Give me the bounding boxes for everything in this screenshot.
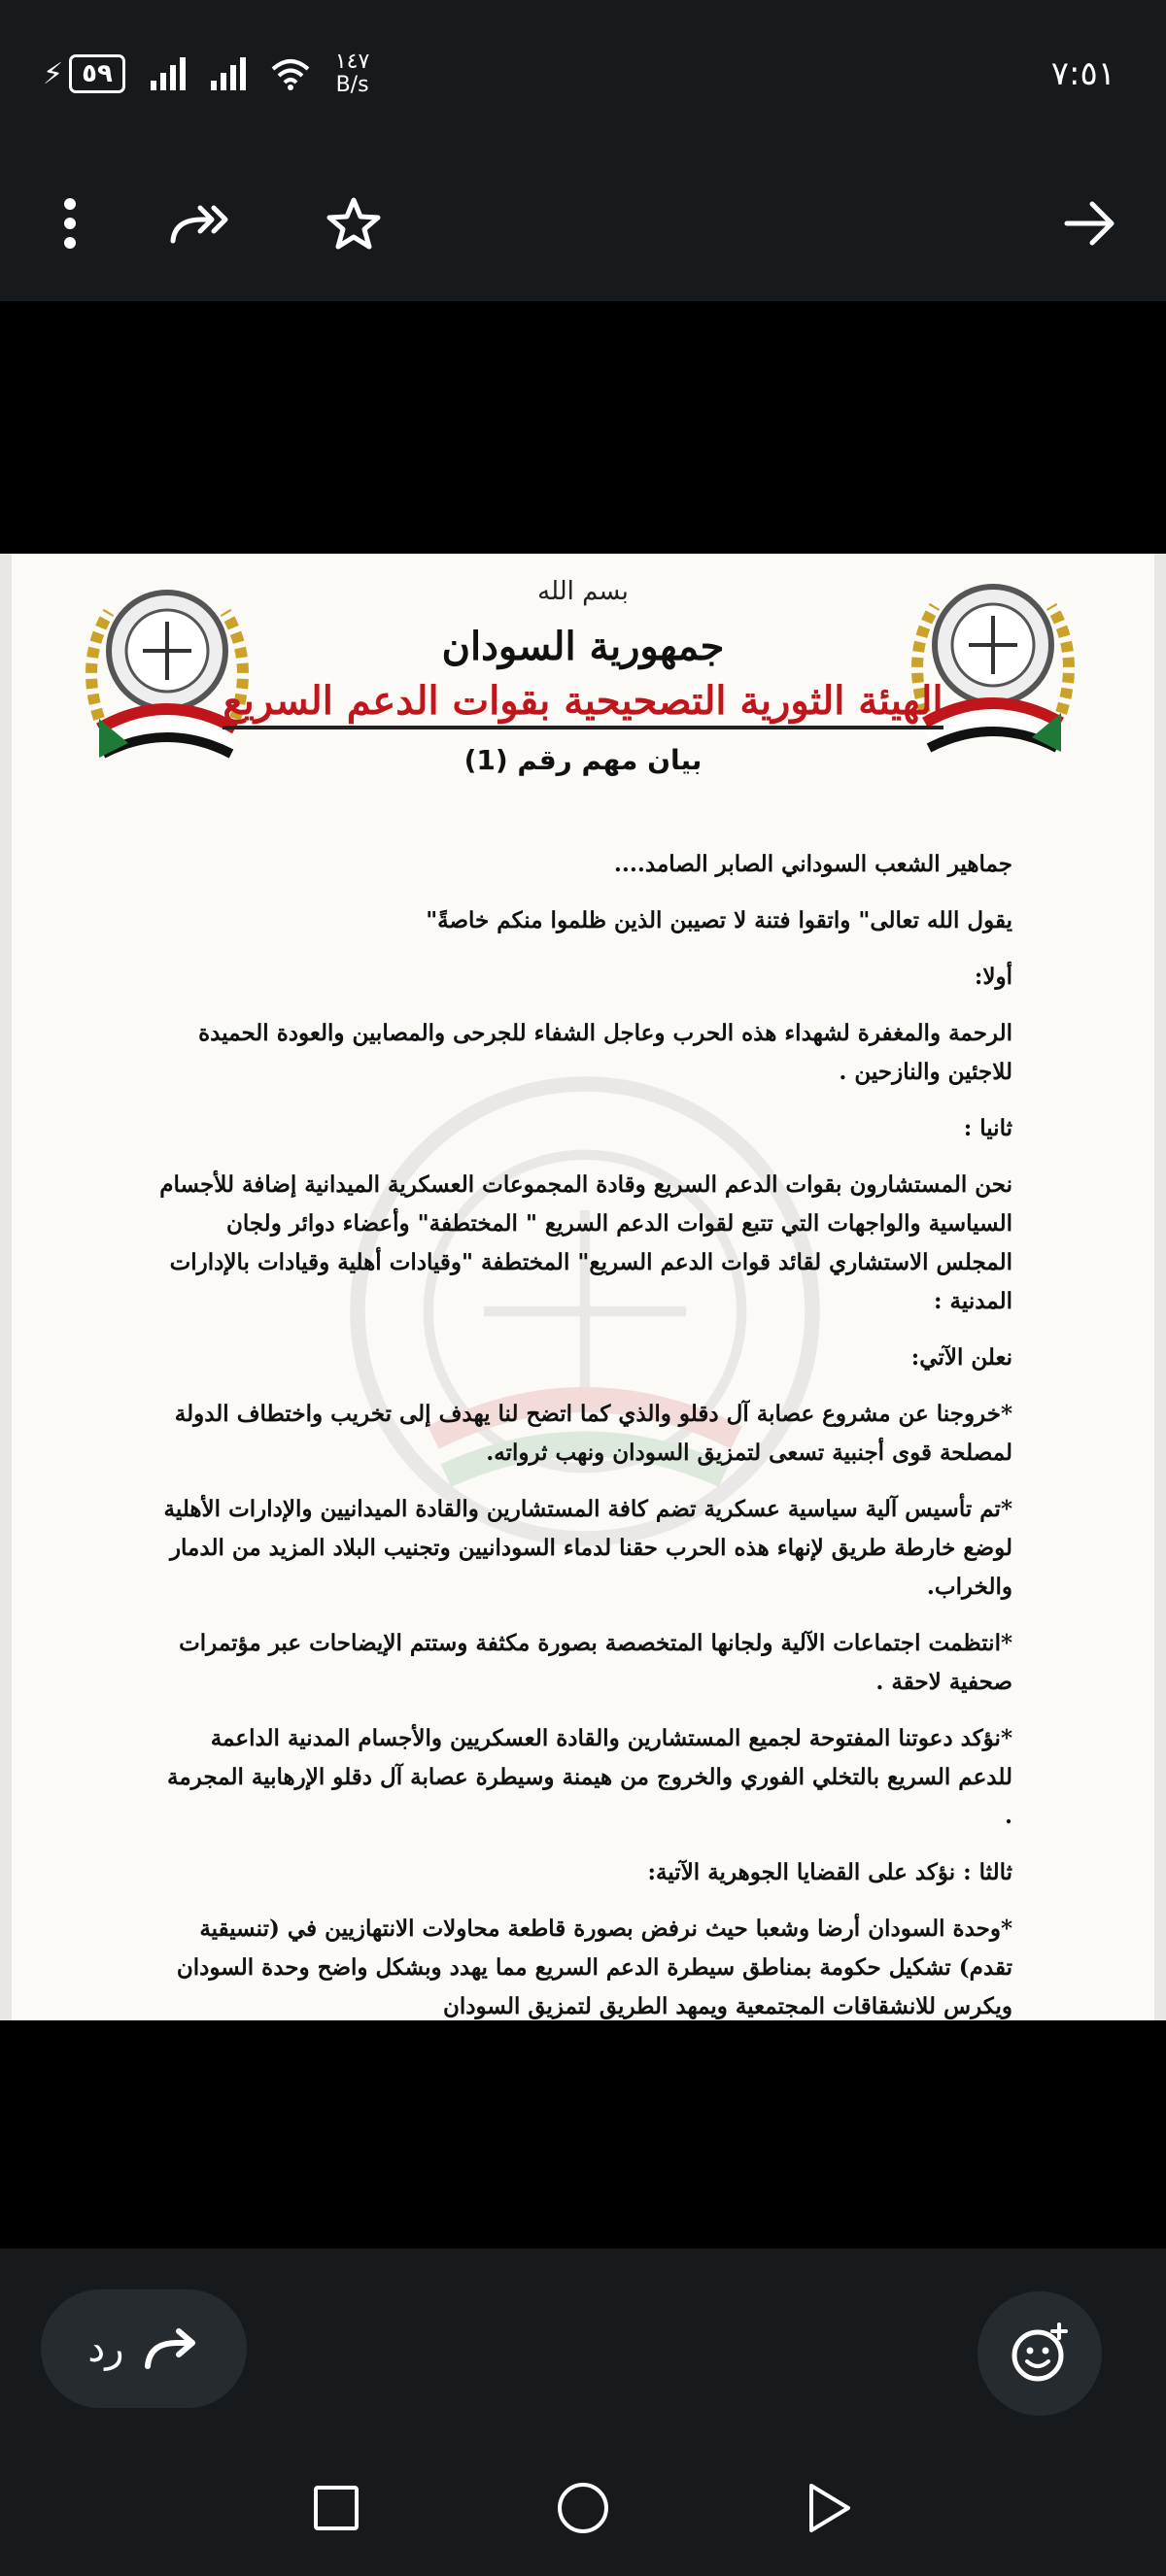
paragraph: الرحمة والمغفرة لشهداء هذه الحرب وعاجل الشفاء للجرحى والمصابين والعودة الحميدة للاجئين والنازحين . bbox=[198, 1020, 1012, 1085]
paragraph: ثانيا : bbox=[963, 1115, 1012, 1141]
paragraph: جماهير الشعب السوداني الصابر الصامد.... bbox=[613, 851, 1012, 877]
bottom-action-bar bbox=[0, 2249, 1166, 2576]
home-button[interactable] bbox=[552, 2477, 614, 2539]
forward-button[interactable] bbox=[1053, 186, 1127, 260]
forward-all-button[interactable] bbox=[165, 186, 239, 260]
statement-body bbox=[157, 845, 1012, 2020]
back-triangle-icon bbox=[806, 2482, 854, 2534]
star-icon bbox=[326, 196, 382, 251]
reply-arrow-icon bbox=[142, 2327, 200, 2370]
paragraph: *نؤكد دعوتنا المفتوحة لجميع المستشارين والقادة العسكريين والأجسام المدنية الداعمة للدعم السريع بالتخلي الفوري والخروج من هيمنة وسيطرة عصابة آل دقلو الإرهابية المجرمة . bbox=[166, 1725, 1012, 1829]
subtitle-text: الهيئة الثورية التصحيحية بقوات الدعم السريع bbox=[223, 678, 943, 729]
calligraphy-heading: بسم الله bbox=[537, 577, 629, 606]
system-nav-bar bbox=[0, 2438, 1166, 2576]
more-vert-icon bbox=[62, 197, 78, 250]
home-circle-icon bbox=[556, 2481, 610, 2535]
reply-button[interactable] bbox=[41, 2289, 247, 2408]
statement-number: بيان مهم رقم (1) bbox=[463, 744, 703, 776]
paragraph: *وحدة السودان أرضا وشعبا حيث نرفض بصورة قاطعة محاولات الانتهازيين في (تنسيقية تقدم) تشكيل حكومة بمناطق سيطرة الدعم السريع مما يهدد وبشكل واضح وحدة السودان ويكرس للانشقاقات المجتمعية ويمهد الطريق لتمزيق السودان bbox=[176, 1915, 1012, 2019]
net-speed-value: ١٤٧ bbox=[334, 50, 370, 74]
star-button[interactable] bbox=[317, 186, 391, 260]
paragraph: *انتظمت اجتماعات الآلية ولجانها المتخصصة بصورة مكثفة وستتم الإيضاحات عبر مؤتمرات صحفية لاحقة . bbox=[179, 1630, 1012, 1695]
forward-arrow-icon bbox=[1063, 199, 1117, 248]
network-speed bbox=[335, 51, 369, 97]
viewer-toolbar bbox=[0, 146, 1166, 301]
paragraph: *تم تأسيس آلية سياسية عسكرية تضم كافة المستشارين والقادة الميدانيين والإدارات الأهلية لوضع خارطة طريق لإنهاء هذه الحرب حقنا لدماء السودانيين وتجنيب البلاد المزيد من الدمار والخراب. bbox=[163, 1496, 1012, 1600]
signal-icon bbox=[211, 57, 246, 90]
document-title: جمهورية السودان bbox=[441, 624, 725, 669]
more-options-button[interactable] bbox=[33, 186, 107, 260]
status-icons bbox=[43, 51, 369, 97]
wifi-icon bbox=[271, 57, 310, 90]
statement-document bbox=[12, 554, 1154, 2020]
recents-square-icon bbox=[312, 2484, 360, 2532]
paragraph: نعلن الآتي: bbox=[910, 1344, 1012, 1371]
reply-label: رد bbox=[87, 2326, 124, 2371]
paragraph: ثالثا : نؤكد على القضايا الجوهرية الآتية: bbox=[647, 1859, 1012, 1885]
signal-r-icon bbox=[151, 57, 186, 90]
charging-icon: ⚡ bbox=[43, 56, 64, 91]
clock: ٧:٥١ bbox=[1050, 54, 1115, 93]
paragraph: يقول الله تعالى" واتقوا فتنة لا تصيبن الذين ظلموا منكم خاصةً" bbox=[426, 907, 1012, 933]
status-bar bbox=[0, 0, 1166, 146]
paragraph: نحن المستشارون بقوات الدعم السريع وقادة المجموعات العسكرية الميدانية إضافة للأجسام السياسية والواجهات التي تتبع لقوات الدعم السريع " المختطفة" وأعضاء دوائر ولجان المجلس الاستشاري لقائد قوات الدعم السريع" المختطفة "وقيادات أهلية وقيادات بالإدارات المدنية : bbox=[159, 1171, 1012, 1314]
back-button[interactable] bbox=[799, 2477, 861, 2539]
recents-button[interactable] bbox=[305, 2477, 367, 2539]
document-subtitle bbox=[12, 678, 1154, 729]
add-reaction-button[interactable] bbox=[977, 2291, 1102, 2416]
image-viewer[interactable] bbox=[0, 554, 1166, 2020]
battery-indicator bbox=[43, 54, 125, 93]
net-speed-unit: B/s bbox=[335, 73, 369, 97]
paragraph: *خروجنا عن مشروع عصابة آل دقلو والذي كما اتضح لنا يهدف إلى تخريب واختطاف الدولة لمصلحة قوى أجنبية تسعى لتمزيق السودان ونهب ثرواته. bbox=[174, 1401, 1012, 1466]
forward-all-icon bbox=[169, 202, 235, 245]
add-emoji-icon bbox=[1009, 2322, 1071, 2385]
battery-level: ٥٩ bbox=[69, 54, 125, 93]
paragraph: أولا: bbox=[974, 964, 1012, 990]
